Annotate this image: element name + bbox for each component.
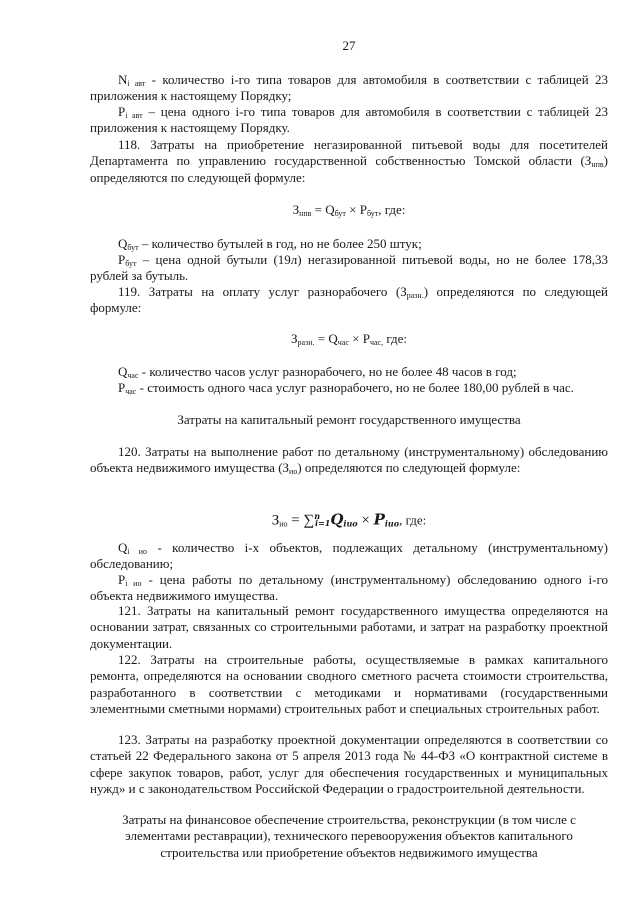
paragraph-p-but: $P_{бут}$ – цена одной бутыли (19л) негазированной питьевой воды, но не более 178,33 рублей за бутыль.	[90, 252, 608, 284]
paragraph-q-but: $Q_{бут}$ – количество бутылей в год, но не более 250 штук;	[118, 236, 422, 252]
paragraph-121: 121. Затраты на капитальный ремонт государственного имущества определяются на основании затрат, связанных со строительными работами, и затрат на разработку проектной документации.	[90, 603, 608, 651]
paragraph-q-chas: $Q_{час}$ - количество часов услуг разнорабочего, но не более 48 часов в год;	[118, 364, 517, 380]
paragraph-q-io: $Q_{i ио}$ - количество i-х объектов, подлежащих детальному (инструментальному) обследованию;	[90, 540, 608, 572]
paragraph-n-avt: $N_{i авт}$ - количество i-го типа товаров для автомобиля в соответствии с таблицей 23 приложения к настоящему Порядку;	[90, 72, 608, 104]
paragraph-p-io: $P_{i ио}$ - цена работы по детальному (инструментальному) обследованию одного i-го объекта недвижимого имущества.	[90, 572, 608, 604]
paragraph-p-chas: $P_{час}$ - стоимость одного часа услуг разнорабочего, но не более 180,00 рублей в час.	[118, 380, 574, 396]
paragraph-123: 123. Затраты на разработку проектной документации определяются в соответствии со статьей 22 Федерального закона от 5 апреля 2013 года № 44-ФЗ «О контрактной системе в сфере закупок товаров, работ, услуг для обеспечения государственных и муниципальных нужд» и с законодательством Российской Федерации о градостроительной деятельности.	[90, 732, 608, 797]
formula-io: $З_{ио} = \sum^n_{i=1}Q_{iио} \times P_{iио}$, где:	[271, 510, 427, 529]
paragraph-122: 122. Затраты на строительные работы, осуществляемые в рамках капитального ремонта, определяются на основании сводного сметного расчета стоимости строительства, разработанного в соответствии с методиками и нормативами (государственными элементными сметными нормами) строительных работ и специальных строительных работ.	[90, 652, 608, 717]
paragraph-119: 119. Затраты на оплату услуг разнорабочего $(З_{разн.})$ определяются по следующей формуле:	[90, 284, 608, 316]
formula-razn: $З_{разн.} = Q_{час} \times P_{час,}$ где:	[291, 331, 407, 347]
paragraph-120: 120. Затраты на выполнение работ по детальному (инструментальному) обследованию объекта недвижимого имущества $(З_{ио})$ определяются по следующей формуле:	[90, 444, 608, 477]
section-heading-capital-repair: Затраты на капитальный ремонт государственного имущества	[177, 412, 521, 427]
page-number: 27	[342, 38, 356, 53]
formula-npv: $З_{нпв} = Q_{бут} \times P_{бут}$, где:	[292, 202, 406, 218]
paragraph-p-avt: $P_{i авт}$ – цена одного i-го типа товаров для автомобиля в соответствии с таблицей 23 приложения к настоящему Порядку.	[90, 104, 608, 136]
section-heading-construction: Затраты на финансовое обеспечение строительства, реконструкции (в том числе с элементами реставрации), технического перевооружения объектов капитального строительства или приобретение объектов недвижимого имущества	[122, 812, 576, 860]
paragraph-118: 118. Затраты на приобретение негазированной питьевой воды для посетителей Департамента по управлению государственной собственностью Томской области $(З_{нпв})$ определяются по следующей формуле:	[90, 137, 608, 185]
